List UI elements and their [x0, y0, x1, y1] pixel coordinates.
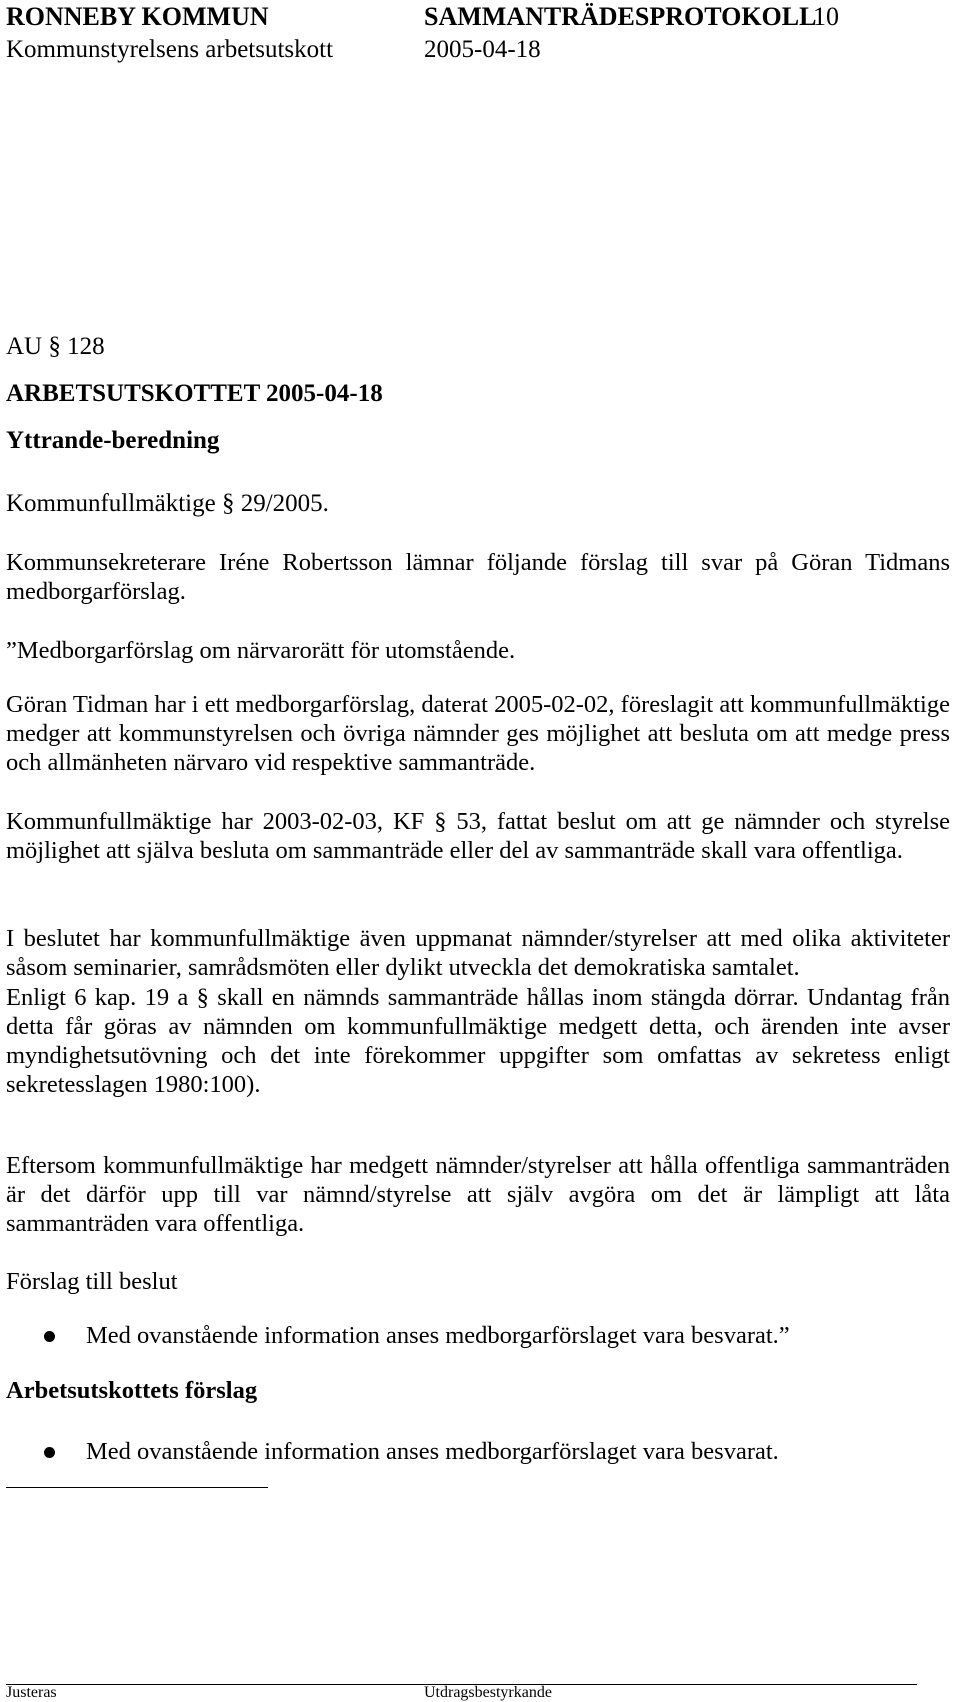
paragraph-1: Göran Tidman har i ett medborgarförslag, daterat 2005-02-02, föreslagit att kommunfullmäktige medger att kommunstyrelsen och övriga nämnder ges möjlighet att besluta om att medge press och allmänheten närvaro vid respektive sammanträde. [6, 691, 950, 776]
paragraph-5: Eftersom kommunfullmäktige har medgett nämnder/styrelser att hålla offentliga sammanträden är det därför upp till var nämnd/styrelse att själv avgöra om det är lämpligt att låta sammanträden vara offentliga. [6, 1152, 950, 1237]
paragraph-3: I beslutet har kommunfullmäktige även uppmanat nämnder/styrelser att med olika aktiviteter såsom seminarier, samrådsmöten eller dylikt utveckla det demokratiska samtalet. [6, 925, 950, 981]
quote-title: ”Medborgarförslag om närvarorätt för utomstående. [6, 637, 516, 664]
document-type: SAMMANTRÄDESPROTOKOLL [424, 2, 817, 31]
proposal-bullet-text: Med ovanstående information anses medborgarförslaget vara besvarat.” [86, 1322, 790, 1349]
paragraph-4: Enligt 6 kap. 19 a § skall en nämnds sammanträde hållas inom stängda dörrar. Undantag från detta får göras av nämnden om kommunfullmäktige medgett detta, och ärenden inte avser myndighetsutövning och det inte förekommer uppgifter som omfattas av sekretess enligt sekretesslagen 1980:100). [6, 984, 950, 1098]
paragraph-2: Kommunfullmäktige har 2003-02-03, KF § 53, fattat beslut om att ge nämnder och styrelse möjlighet att själva besluta om sammanträde eller del av sammanträde skall vara offentliga. [6, 808, 950, 864]
intro-paragraph: Kommunsekreterare Iréne Robertsson lämnar följande förslag till svar på Göran Tidmans medborgarförslag. [6, 549, 950, 605]
footer-justeras: Justeras [6, 1684, 57, 1701]
organization-name: RONNEBY KOMMUN [6, 2, 269, 31]
separator-line [6, 1487, 268, 1488]
bullet-icon [44, 1447, 55, 1458]
header-date: 2005-04-18 [424, 36, 541, 63]
section-number: AU § 128 [6, 333, 105, 360]
au-proposal-heading: Arbetsutskottets förslag [6, 1377, 258, 1404]
footer-utdragsbestyrkande: Utdragsbestyrkande [424, 1684, 552, 1701]
section-title: Yttrande-beredning [6, 427, 220, 454]
bullet-icon [44, 1331, 55, 1342]
meeting-heading: ARBETSUTSKOTTET 2005-04-18 [6, 380, 383, 407]
committee-name: Kommunstyrelsens arbetsutskott [6, 36, 334, 63]
proposal-heading: Förslag till beslut [6, 1268, 178, 1295]
section-reference: Kommunfullmäktige § 29/2005. [6, 490, 329, 517]
page-number: 10 [813, 2, 839, 31]
au-proposal-bullet-text: Med ovanstående information anses medborgarförslaget vara besvarat. [86, 1438, 779, 1465]
